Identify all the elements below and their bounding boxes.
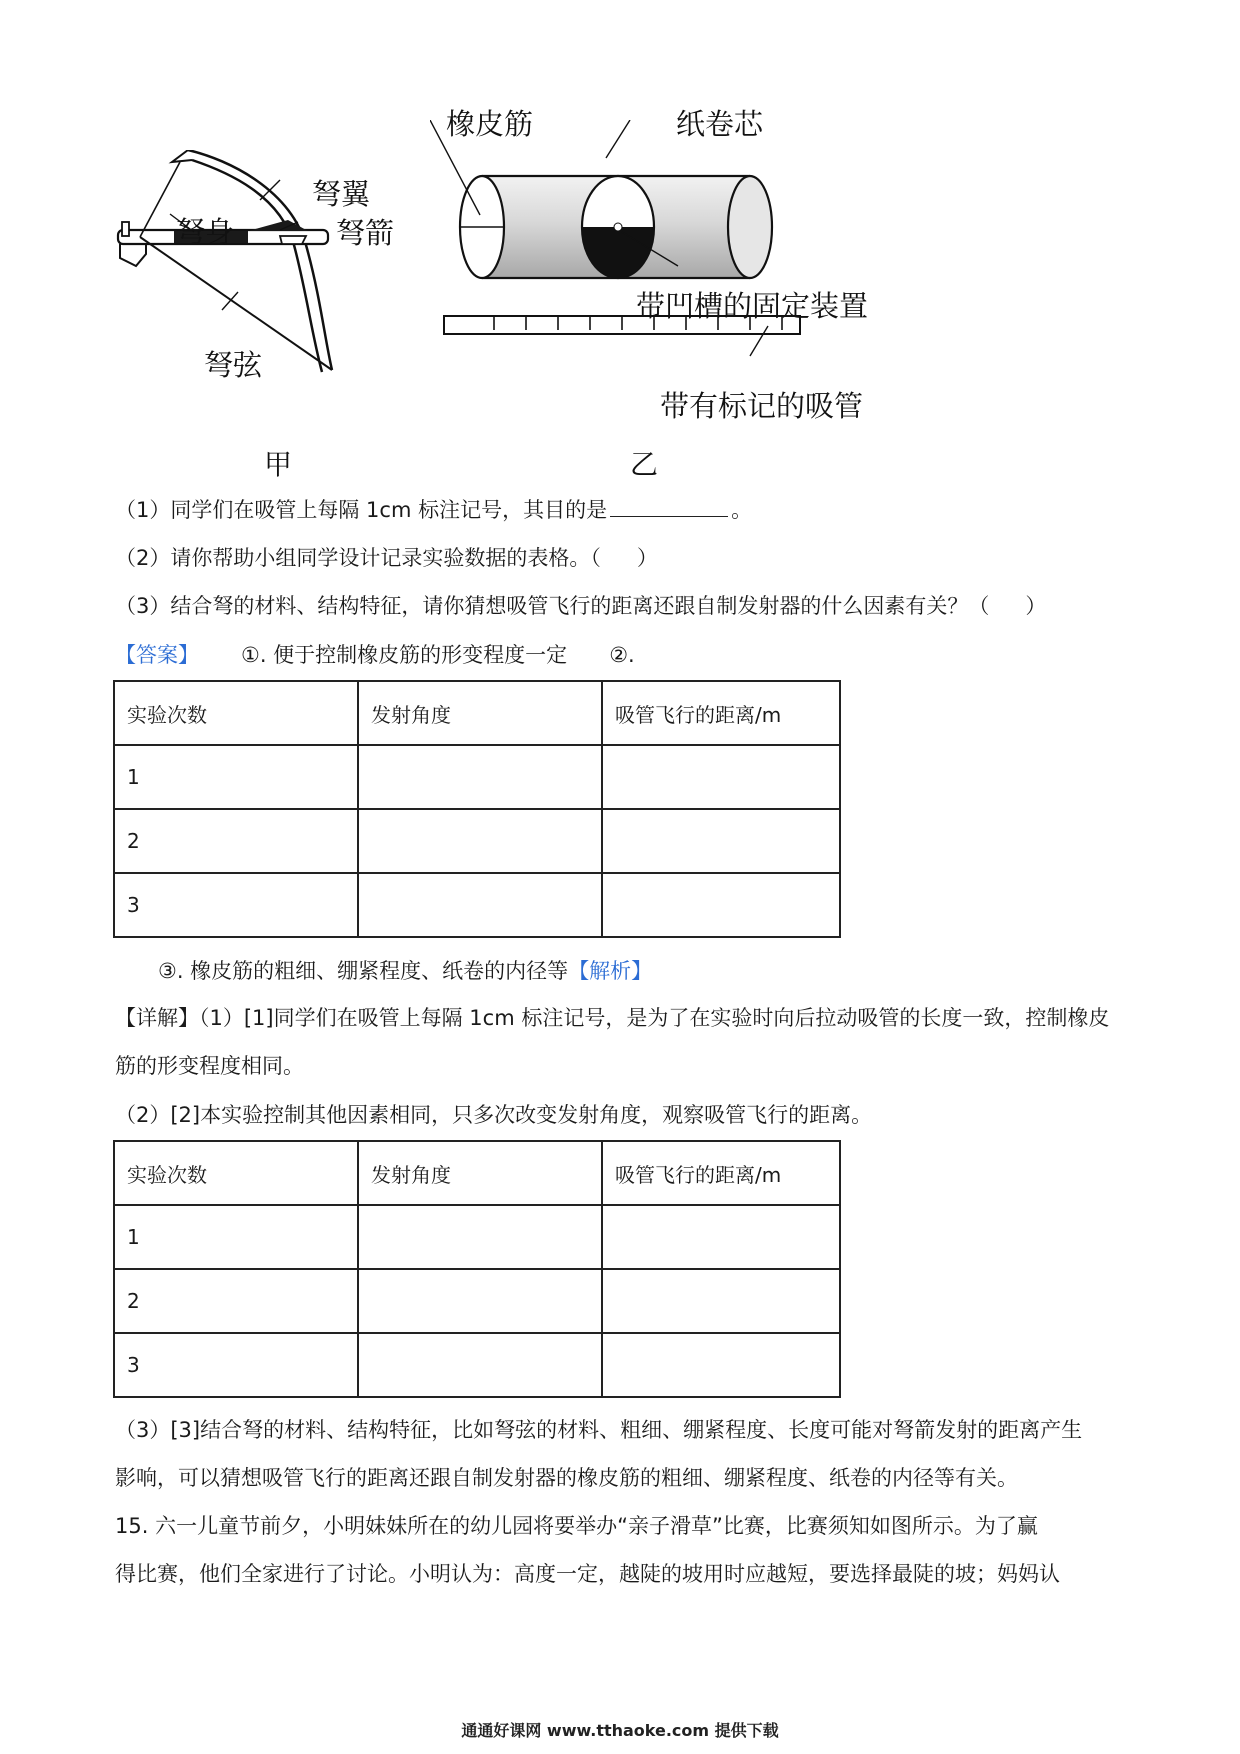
table-cell: 2 — [114, 1269, 358, 1333]
table-cell — [602, 1333, 840, 1397]
table-header-cell: 发射角度 — [358, 681, 602, 745]
table-row — [114, 745, 840, 809]
detail-line-2: 筋的形变程度相同。 — [115, 1054, 304, 1078]
answer-tag: 【答案】 — [115, 643, 199, 667]
table-cell: 2 — [114, 809, 358, 873]
table-cell: 3 — [114, 1333, 358, 1397]
table-cell: 1 — [114, 745, 358, 809]
detail-line-4: （3）[3]结合弩的材料、结构特征，比如弩弦的材料、粗细、绷紧程度、长度可能对弩箭发射的距离产生 — [115, 1418, 1083, 1442]
page-footer: 通通好课网 www.tthaoke.com 提供下载 — [461, 1721, 779, 1740]
label-crossbow-wing: 弩翼 — [312, 177, 371, 211]
table-cell — [602, 809, 840, 873]
detail-line-3: （2）[2]本实验控制其他因素相同，只多次改变发射角度，观察吸管飞行的距离。 — [115, 1103, 873, 1127]
table-cell — [358, 1333, 602, 1397]
label-straw: 带有标记的吸管 — [660, 389, 864, 423]
caption-jia: 甲 — [264, 448, 293, 481]
answer-part1: ①. 便于控制橡皮筋的形变程度一定 — [241, 643, 568, 667]
label-rubber-band: 橡皮筋 — [446, 107, 534, 141]
answer-part3-line — [158, 956, 652, 986]
table-row — [114, 1269, 840, 1333]
table-header-cell: 发射角度 — [358, 1141, 602, 1205]
question-15-line-2: 得比赛，他们全家进行了讨论。小明认为：高度一定，越陡的坡用时应越短，要选择最陡的坡；妈妈认 — [115, 1562, 1060, 1586]
answer-part2: ②. — [609, 643, 635, 667]
label-crossbow-string: 弩弦 — [204, 348, 263, 382]
table-row — [114, 809, 840, 873]
table-cell — [602, 873, 840, 937]
detail-table — [113, 1140, 841, 1398]
table-cell — [602, 1269, 840, 1333]
table-header-cell: 实验次数 — [114, 1141, 358, 1205]
detail-line-5: 影响，可以猜想吸管飞行的距离还跟自制发射器的橡皮筋的粗细、绷紧程度、纸卷的内径等有关。 — [115, 1466, 1018, 1490]
detail-line-1: 【详解】（1）[1]同学们在吸管上每隔 1cm 标注记号，是为了在实验时向后拉动吸管的长度一致，控制橡皮 — [115, 1006, 1110, 1030]
table-cell — [602, 1205, 840, 1269]
table-cell — [358, 809, 602, 873]
table-cell — [358, 1205, 602, 1269]
question-2-text: （2）请你帮助小组同学设计记录实验数据的表格。（ — [115, 546, 601, 570]
question-15-line-1: 15. 六一儿童节前夕，小明妹妹所在的幼儿园将要举办“亲子滑草”比赛，比赛须知如图所示。为了赢 — [115, 1514, 1038, 1538]
table-cell — [358, 1269, 602, 1333]
table-header-row — [114, 1141, 840, 1205]
table-cell — [358, 745, 602, 809]
answer-table — [113, 680, 841, 938]
caption-yi: 乙 — [630, 448, 659, 481]
analysis-tag: 【解析】 — [568, 959, 653, 983]
table-header-row — [114, 681, 840, 745]
question-3-text: （3）结合弩的材料、结构特征，请你猜想吸管飞行的距离还跟自制发射器的什么因素有关？（ — [115, 594, 990, 618]
answer-part3: ③. 橡皮筋的粗细、绷紧程度、纸卷的内径等 — [158, 959, 569, 983]
question-3: （3）结合弩的材料、结构特征，请你猜想吸管飞行的距离还跟自制发射器的什么因素有关？（ ） — [115, 594, 1047, 618]
table-cell: 3 — [114, 873, 358, 937]
answer-line — [115, 640, 635, 670]
table-header-cell: 实验次数 — [114, 681, 358, 745]
table-cell — [358, 873, 602, 937]
question-1: （1）同学们在吸管上每隔 1cm 标注记号，其目的是 。 — [115, 498, 753, 522]
question-2: （2）请你帮助小组同学设计记录实验数据的表格。（ ） — [115, 546, 658, 570]
table-header-cell: 吸管飞行的距离/m — [602, 1141, 840, 1205]
table-header-cell: 吸管飞行的距离/m — [602, 681, 840, 745]
table-row — [114, 873, 840, 937]
label-paper-core: 纸卷芯 — [676, 107, 764, 141]
label-crossbow-arrow: 弩箭 — [336, 216, 395, 250]
table-cell — [602, 745, 840, 809]
answer-blank — [610, 496, 728, 517]
launcher-figure — [430, 120, 810, 370]
label-crossbow-body: 弩身 — [176, 215, 235, 249]
table-cell: 1 — [114, 1205, 358, 1269]
table-row — [114, 1333, 840, 1397]
label-fixture: 带凹槽的固定装置 — [636, 289, 869, 323]
table-row — [114, 1205, 840, 1269]
question-1-text: （1）同学们在吸管上每隔 1cm 标注记号，其目的是 — [115, 498, 608, 522]
